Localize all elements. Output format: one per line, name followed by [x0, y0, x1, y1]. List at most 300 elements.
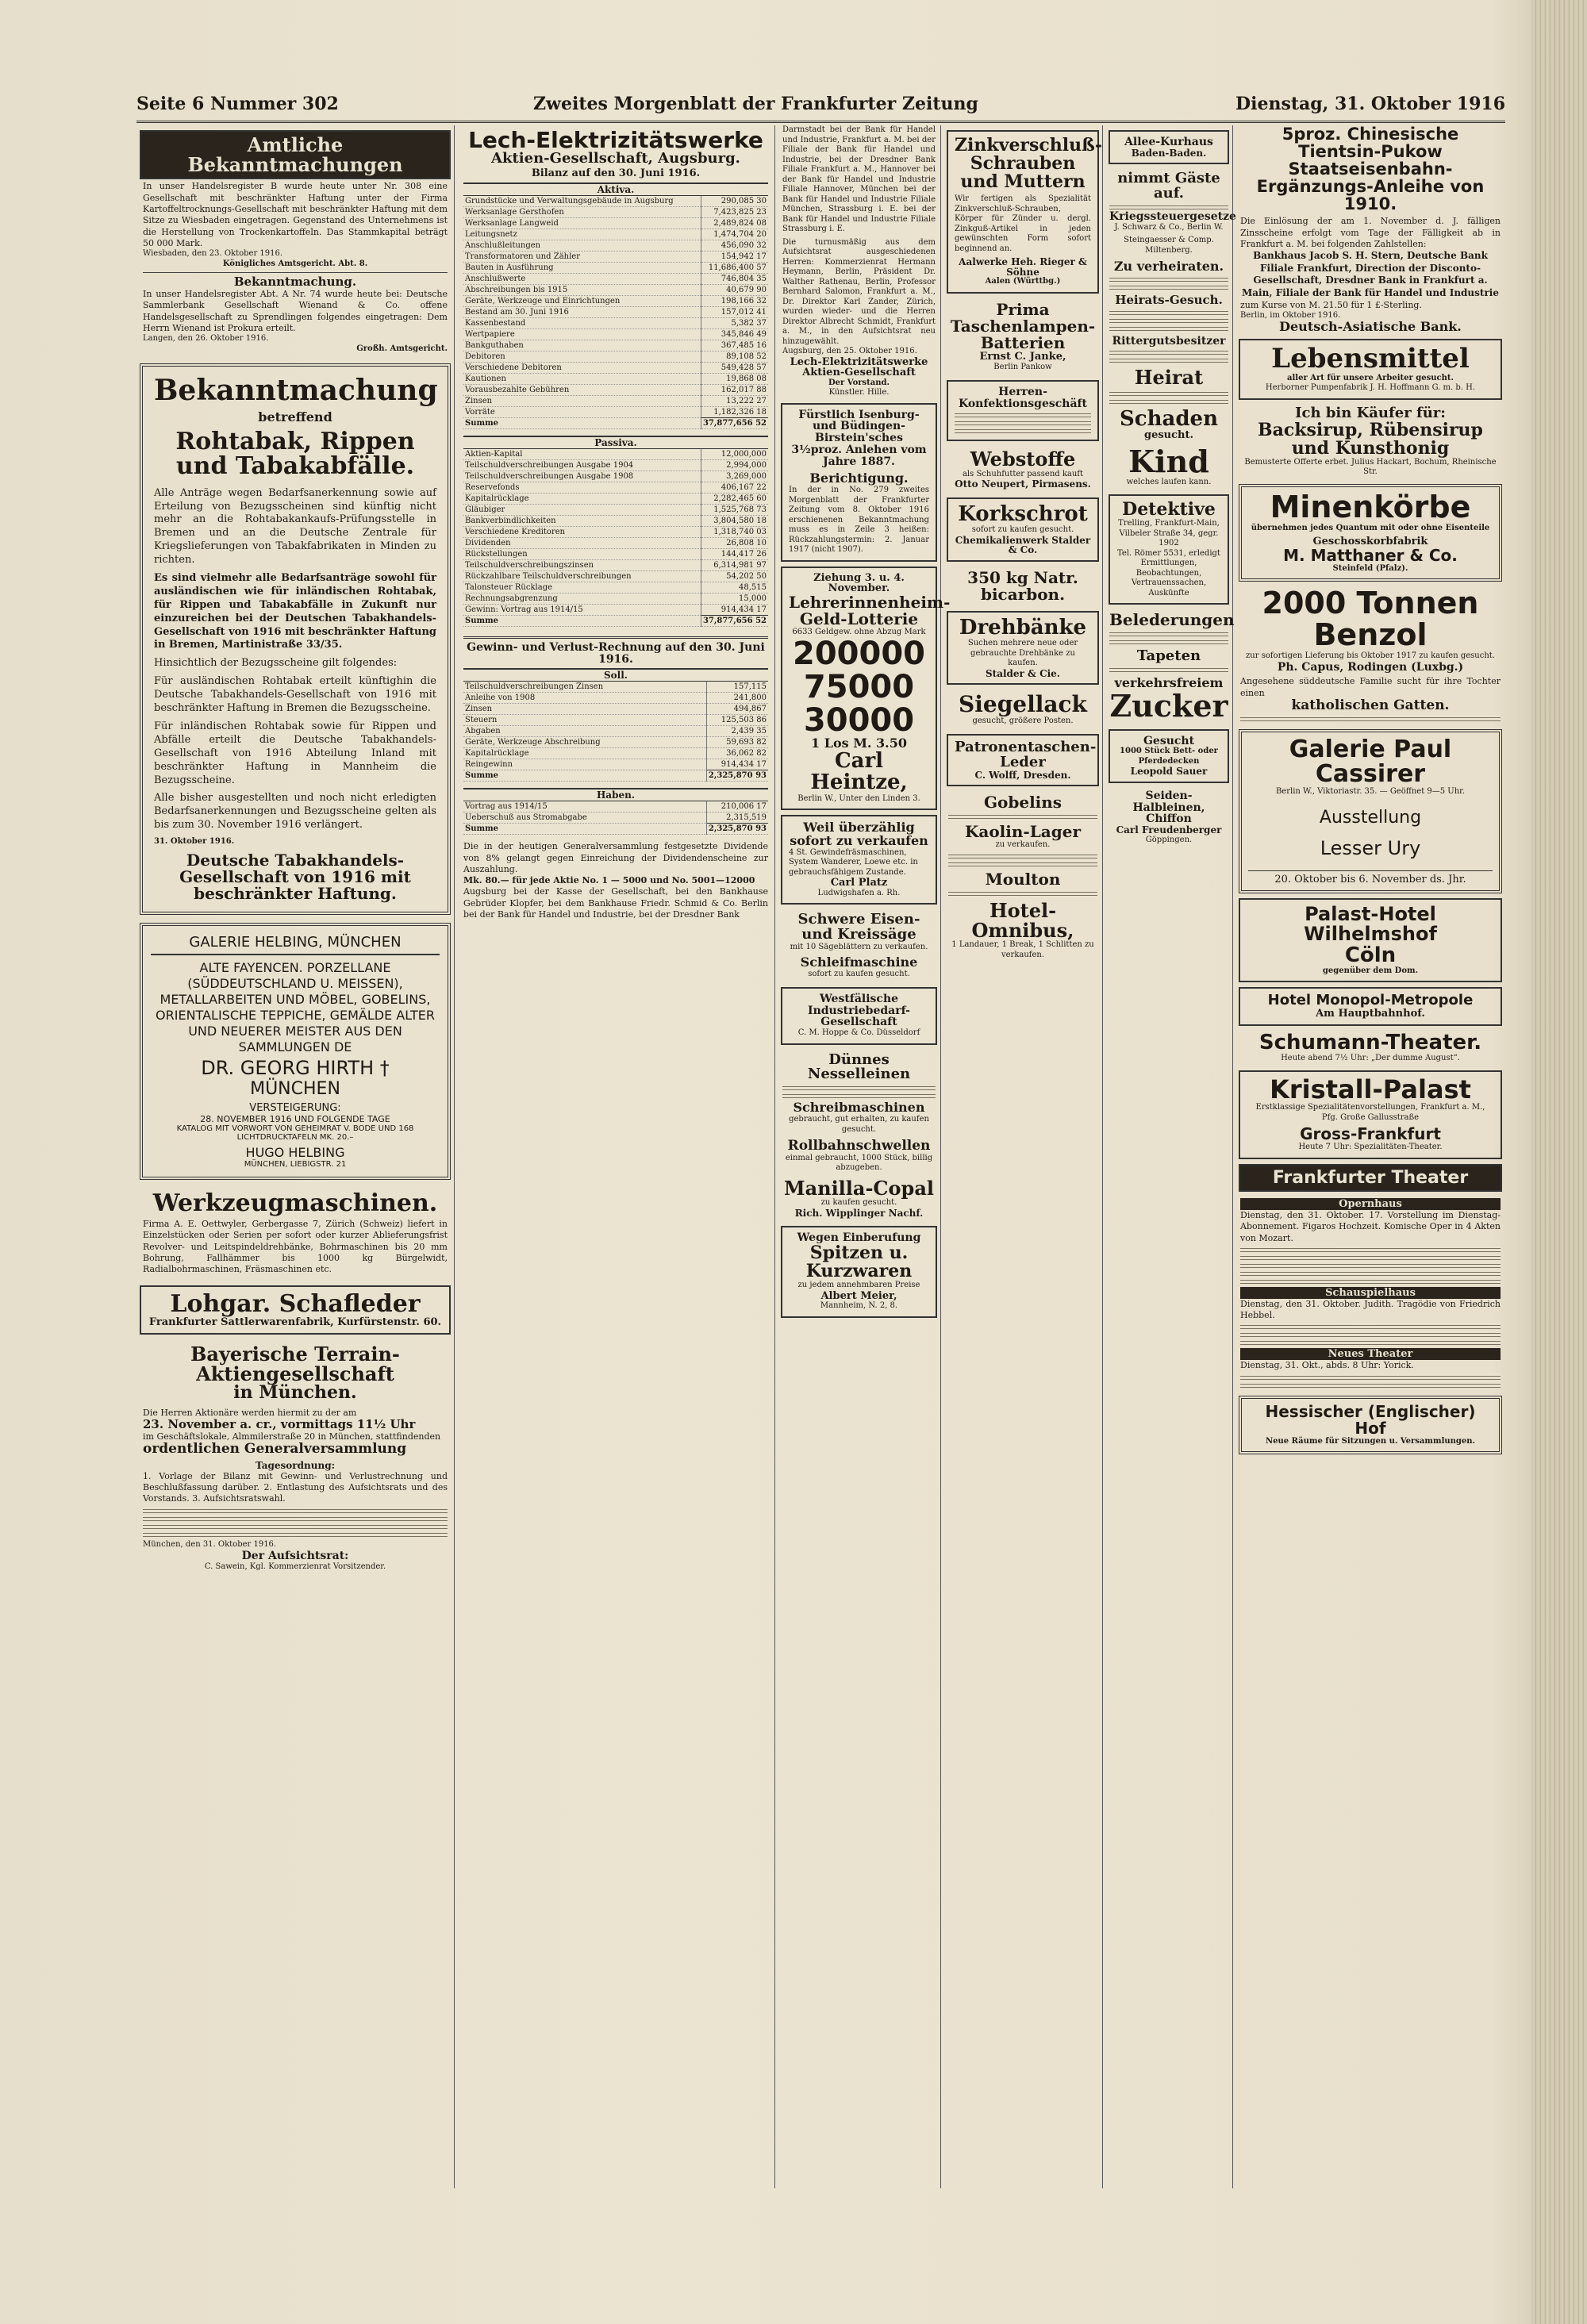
- row-label: Geräte, Werkzeuge Abschreibung: [463, 737, 706, 748]
- patron-firm: C. Wolff, Dresden.: [974, 769, 1071, 781]
- heirat-title: Heirat: [1134, 366, 1204, 390]
- dividend-amount: Mk. 80.— für jede Aktie No. 1 — 5000 und No. 5001—12000: [463, 875, 755, 886]
- tientsin-bank: Deutsch-Asiatische Bank.: [1279, 319, 1462, 335]
- row-label: Zinsen: [463, 704, 706, 715]
- aktiva-table: [463, 196, 768, 429]
- backsirup-ad: [1235, 405, 1505, 479]
- bayer-tag: Tagesordnung:: [255, 1459, 336, 1471]
- birstein-title: Fürstlich Isenburg- und Büdingen-Birstein'sches 3½proz. Anlehen vom Jahre 1887.: [791, 408, 927, 468]
- lottery-date: Ziehung 3. u. 4. November.: [813, 571, 905, 595]
- table-row: [463, 217, 768, 229]
- column-3: [778, 125, 951, 2188]
- manila-text: zu kaufen gesucht.: [820, 1198, 897, 1208]
- lottery-ad: [781, 567, 951, 811]
- row-value: 456,090 32: [701, 240, 768, 251]
- seiden-title: Seiden-Halbleinen, Chiffon: [1132, 789, 1205, 826]
- drehb-title: Drehbänke: [959, 615, 1087, 640]
- nessel-title: Dünnes Nesselleinen: [807, 1051, 911, 1083]
- neues-title: Neues Theater: [1240, 1348, 1501, 1360]
- row-value: 26,808 10: [701, 537, 768, 548]
- row-value: 210,006 17: [706, 801, 768, 812]
- row-value: 290,085 30: [701, 196, 768, 207]
- tabak-sign: Deutsche Tabakhandels-Gesellschaft von 1916 mit beschränkter Haftung.: [179, 850, 411, 903]
- heirat-gesuch-title: Heirats-Gesuch.: [1115, 293, 1223, 308]
- row-value: 15,000: [701, 593, 768, 604]
- row-value: 2,439 35: [706, 726, 768, 737]
- cassirer-dates: 20. Oktober bis 6. November ds. Jhr.: [1248, 870, 1493, 885]
- cassirer-address: Berlin W., Viktoriastr. 35. — Geöffnet 9—5 Uhr.: [1275, 786, 1466, 796]
- lottery-line: 6633 Geldgew. ohne Abzug Mark: [792, 627, 926, 636]
- bayer-date: 23. November a. cr., vormittags 11½ Uhr: [143, 1416, 416, 1431]
- taschen-firm: Ernst C. Janke,: [979, 350, 1066, 363]
- minen-ad: [1239, 484, 1502, 582]
- webst-text: als Schuhfutter passend kauft: [962, 469, 1084, 478]
- table-row: [463, 240, 768, 251]
- detektive-text: Trelling, Frankfurt-Main, Vilbeler Straße 34, gegr. 1902: [1118, 519, 1220, 548]
- row-value: 2,282,465 60: [701, 493, 768, 504]
- row-value: 914,434 17: [701, 604, 768, 615]
- row-label: Summe: [463, 417, 701, 428]
- zink-title: Zinkverschluß-Schrauben und Muttern: [955, 135, 1103, 193]
- row-label: Ueberschuß aus Stromabgabe: [463, 812, 706, 824]
- lech-title: Lech-Elektrizitätswerke: [468, 127, 763, 153]
- table-row: [463, 515, 768, 526]
- row-label: Wertpapiere: [463, 328, 701, 340]
- row-value: 157,115: [706, 682, 768, 693]
- birstein-ad: [781, 403, 937, 562]
- saege-title: Schwere Eisen- und Kreissäge: [797, 911, 920, 943]
- natr-ad: [943, 567, 1102, 606]
- bayer-sign: C. Sawein, Kgl. Kommerzienrat Vorsitzender.: [204, 1562, 386, 1572]
- row-value: 37,877,656 52: [701, 615, 768, 626]
- westf-ad: [781, 987, 937, 1045]
- helbing-dates: 28. NOVEMBER 1916 UND FOLGENDE TAGE: [200, 1113, 390, 1124]
- allee-city: Baden-Baden.: [1131, 147, 1207, 159]
- amtliche-notice: [136, 181, 454, 354]
- schleif-title: Schleifmaschine: [800, 954, 918, 970]
- tabak-p5: Für inländischen Rohtabak sowie für Rippen und Abfälle erteilt die Deutsche Tabakhandels-Gesellschaft von 1916 Abteilung Inland mit beschränkter Haftung in Mannheim die Bezugsscheine.: [154, 720, 436, 786]
- benzol-title: 2000 Tonnen Benzol: [1262, 586, 1479, 653]
- kind-title: Kind: [1128, 443, 1209, 479]
- row-value: 914,434 17: [706, 759, 768, 770]
- amtliche-title: Amtliche Bekanntmachungen: [187, 133, 403, 177]
- guv-title: Gewinn- und Verlust-Rechnung auf den 30. Juni 1916.: [463, 636, 768, 665]
- hessischer-ad: [1239, 1396, 1502, 1455]
- gatten-title: katholischen Gatten.: [1291, 697, 1450, 713]
- back-address: Bemusterte Offerte erbet. Julius Hackart, Bochum, Rheinische Str.: [1244, 457, 1497, 477]
- row-label: Werksanlage Langweid: [463, 217, 701, 229]
- amtliche-court: Königliches Amtsgericht. Abt. 8.: [222, 259, 368, 268]
- row-value: 19,868 08: [701, 373, 768, 384]
- book-edge: [1531, 0, 1587, 2324]
- aktiva-header: Aktiva.: [463, 182, 768, 196]
- weil-ad: [781, 815, 937, 905]
- taschen-city: Berlin Pankow: [993, 362, 1052, 371]
- row-label: Vortrag aus 1914/15: [463, 801, 706, 812]
- schumann-text: Heute abend 7½ Uhr: „Der dumme August“.: [1281, 1054, 1460, 1063]
- kaolin-text: zu verkaufen.: [995, 840, 1051, 850]
- schau-text: Dienstag, den 31. Oktober. Judith. Tragödie von Friedrich Hebbel.: [1240, 1298, 1501, 1321]
- dividend-place: Augsburg bei der Kasse der Gesellschaft, bei den Bankhause Gebrüder Klopfer, bei dem Bankhause Friedr. Schmid & Co. Berlin bei der Bank für Handel und Industrie, bei der Dresdner Bank: [463, 886, 768, 920]
- table-row: [463, 582, 768, 593]
- row-value: 11,686,400 57: [701, 262, 768, 273]
- row-label: Kassenbestand: [463, 317, 701, 328]
- row-label: Gläubiger: [463, 504, 701, 515]
- row-value: 3,804,580 18: [701, 515, 768, 526]
- table-row: [463, 417, 768, 428]
- table-row: [463, 801, 768, 812]
- row-label: Teilschuldverschreibungen Zinsen: [463, 682, 706, 693]
- amtliche-place: Wiesbaden, den 23. Oktober 1916.: [143, 249, 283, 259]
- table-row: [463, 373, 768, 384]
- bayer-gv: ordentlichen Generalversammlung: [143, 1440, 407, 1457]
- row-label: Rechnungsabgrenzung: [463, 593, 701, 604]
- schumann-ad: [1235, 1031, 1505, 1066]
- beleder-title: Belederungen: [1109, 610, 1235, 630]
- lottery-prize2: 75000: [803, 669, 915, 706]
- patron-ad: [947, 734, 1099, 786]
- small-ads-5: [1105, 169, 1236, 490]
- table-row: [463, 748, 768, 759]
- row-value: 406,167 22: [701, 482, 768, 493]
- gesucht-text: 1000 Stück Bett- oder Pferdedecken: [1120, 747, 1218, 766]
- row-value: 2,325,870 93: [706, 770, 768, 782]
- cassirer-exhibition: Ausstellung: [1319, 808, 1422, 828]
- lebens-title: Lebensmittel: [1271, 343, 1470, 375]
- table-row: [463, 284, 768, 295]
- allee-title: Allee-Kurhaus: [1124, 136, 1213, 148]
- lech-cont-firm: Lech-Elektrizitätswerke Aktien-Gesellschaft: [790, 355, 928, 379]
- cassirer-artist: Lesser Ury: [1320, 837, 1421, 860]
- row-value: 1,182,326 18: [701, 406, 768, 417]
- dividend-text: Die in der heutigen Generalversammlung festgesetzte Dividende von 8% gelangt gegen Einreichung der Dividendenscheine zur Auszahlung.: [463, 841, 768, 874]
- werkzeug-text: Firma A. E. Oettwyler, Gerbergasse 7, Zürich (Schweiz) liefert in Einzelstücken oder Serien per sofort oder kurzer Ablieferungsfrist Revolver- und Leitspindeldrehbänke, Bohrmaschinen bis 20 mm Bohrung, Fallhämmer bis 1000 kg Bürgelwidt, Radialbohrmaschinen, Fräsmaschinen etc.: [143, 1219, 448, 1275]
- soll-header: Soll.: [463, 668, 768, 682]
- palast-ad: [1239, 898, 1502, 982]
- table-row: [463, 328, 768, 340]
- table-row: [463, 548, 768, 559]
- table-row: [463, 526, 768, 537]
- benzol-firm: Ph. Capus, Rodingen (Luxbg.): [1277, 660, 1464, 674]
- weil-title: Weil überzählig sofort zu verkaufen: [790, 820, 928, 848]
- row-value: 3,269,000: [701, 471, 768, 482]
- row-value: 2,325,870 93: [706, 824, 768, 835]
- helbing-address: MÜNCHEN, LIEBIGSTR. 21: [244, 1159, 347, 1169]
- column-6: [1235, 125, 1505, 2188]
- tabak-subject: Rohtabak, Rippen und Tabakabfälle.: [175, 427, 415, 481]
- table-row: [463, 726, 768, 737]
- webst-ad: [943, 446, 1102, 492]
- lohgar-title: Lohgar. Schafleder: [170, 1289, 421, 1318]
- verheiraten-title: Zu verheiraten.: [1113, 259, 1224, 275]
- lottery-address: Berlin W., Unter den Linden 3.: [797, 793, 920, 803]
- tabak-date: 31. Oktober 1916.: [154, 837, 235, 847]
- table-row: [463, 737, 768, 748]
- schaden-sub: gesucht.: [1143, 428, 1194, 441]
- bek2-court: Großh. Amtsgericht.: [356, 344, 448, 353]
- lottery-seller: Carl Heintze,: [810, 749, 908, 795]
- tabak-p4: Für ausländischen Rohtabak erteilt künftighin die Deutsche Tabakhandels-Gesellschaft von 1916 mit beschränkter Haftung in Bremen die Bezugsscheine.: [154, 675, 436, 715]
- helbing-title: GALERIE HELBING, MÜNCHEN: [151, 934, 440, 955]
- column-4: [943, 125, 1103, 2188]
- schaden-title: Schaden: [1120, 406, 1218, 431]
- table-row: [463, 593, 768, 604]
- row-label: Teilschuldverschreibungszinsen: [463, 559, 701, 570]
- hess-text: Neue Räume für Sitzungen u. Versammlungen.: [1265, 1436, 1476, 1446]
- table-row: [463, 317, 768, 328]
- detektive-ad: [1109, 494, 1229, 605]
- row-value: 162,017 88: [701, 384, 768, 395]
- row-label: Steuern: [463, 715, 706, 726]
- bayer-notice: [136, 1339, 454, 1577]
- small-ads-4: [943, 791, 1102, 963]
- saege-ad: [778, 909, 940, 982]
- row-label: Debitoren: [463, 351, 701, 362]
- schreib-text: gebraucht, gut erhalten, zu kaufen gesucht.: [789, 1115, 929, 1134]
- wegen-sub: Spitzen u. Kurzwaren: [805, 1242, 913, 1282]
- weil-firm: Carl Platz: [830, 877, 888, 889]
- helbing-ad: [140, 923, 451, 1180]
- zucker-title: Zucker: [1109, 687, 1228, 724]
- benzol-ad: [1235, 586, 1505, 724]
- back-items: Backsirup, Rübensirup und Kunsthonig: [1258, 419, 1483, 459]
- table-row: [463, 615, 768, 626]
- lech-bilanz-title: Bilanz auf den 30. Juni 1916.: [531, 167, 701, 180]
- lech-cont-vorstand: Der Vorstand.: [828, 378, 890, 387]
- roll-text: einmal gebraucht, 1000 Stück, billig abzugeben.: [785, 1153, 933, 1173]
- schau-title: Schauspielhaus: [1240, 1287, 1501, 1299]
- row-label: Anschlußleitungen: [463, 240, 701, 251]
- lohgar-text: Frankfurter Sattlerwarenfabrik, Kurfürstenstr. 60.: [148, 1316, 442, 1329]
- row-label: Vorräte: [463, 406, 701, 417]
- table-row: [463, 759, 768, 770]
- steingaesser: Steingaesser & Comp. Miltenberg.: [1124, 236, 1214, 255]
- drehb-ad: [947, 611, 1099, 685]
- helbing-body: ALTE FAYENCEN. PORZELLANE (SÜDDEUTSCHLAND U. MEISSEN), METALLARBEITEN UND MÖBEL, GOBELINS, ORIENTALISCHE TEPPICHE, GEMÄLDE ALTER UND NEUERER MEISTER AUS DEN SAMMLUNGEN DE: [156, 959, 435, 1054]
- table-row: [463, 715, 768, 726]
- neues-text: Dienstag, 31. Okt., abds. 8 Uhr: Yorick.: [1240, 1360, 1414, 1371]
- palast-sub: gegenüber dem Dom.: [1322, 966, 1419, 975]
- row-value: 494,867: [706, 704, 768, 715]
- omnibus-text: 1 Landauer, 1 Break, 1 Schlitten zu verkaufen.: [951, 940, 1094, 959]
- row-value: 48,515: [701, 582, 768, 593]
- row-label: Anschlußwerte: [463, 273, 701, 284]
- row-label: Rückzahlbare Teilschuldverschreibungen: [463, 570, 701, 582]
- column-2: [457, 125, 775, 2188]
- saege-text: mit 10 Sägeblättern zu verkaufen.: [790, 943, 928, 952]
- amtliche-text: In unser Handelsregister B wurde heute unter Nr. 308 eine Gesellschaft mit beschränkter Haftung unter der Firma Kartoffeltrocknungs-Gesellschaft mit beschränkter Haftung mit dem Sitze zu Wiesbaden eingetragen. Gegenstand des Unternehmens ist die Herstellung von Trockenkartoffeln. Das Stammkapital beträgt 50 000 Mark.: [143, 181, 448, 248]
- herren-ad: [947, 380, 1099, 441]
- kork-title: Korkschrot: [958, 501, 1088, 526]
- tientsin-place: Berlin, im Oktober 1916.: [1240, 310, 1341, 320]
- birstein-text: In der in No. 279 zweites Morgenblatt der Frankfurter Zeitung vom 8. Oktober 1916 erschienenen Bekanntmachung muss es in Zeile 3 heißen: Rückzahlungstermin: 2. Januar 1917 (nicht 1907).: [789, 486, 929, 555]
- row-label: Rückstellungen: [463, 548, 701, 559]
- table-row: [463, 295, 768, 306]
- haben-header: Haben.: [463, 788, 768, 801]
- table-row: [463, 812, 768, 824]
- row-value: 54,202 50: [701, 570, 768, 582]
- schleif-text: sofort zu kaufen gesucht.: [808, 969, 910, 978]
- row-value: 157,012 41: [701, 306, 768, 317]
- kristall-ad: [1239, 1070, 1502, 1159]
- minen-firm2: M. Matthaner & Co.: [1283, 545, 1458, 565]
- back-title: Ich bin Käufer für:: [1295, 404, 1446, 421]
- row-label: Talonsteuer Rücklage: [463, 582, 701, 593]
- tapeten-title: Tapeten: [1136, 647, 1201, 665]
- lech-bilanz: [457, 125, 774, 924]
- roll-title: Rollbahnschwellen: [787, 1138, 931, 1154]
- tientsin-banks: Bankhaus Jacob S. H. Stern, Deutsche Bank Filiale Frankfurt, Direction der Disconto-Gesellschaft, Dresdner Bank in Frankfurt a. Main, Filiale der Bank für Handel und Industrie: [1242, 250, 1499, 298]
- table-row: [463, 395, 768, 406]
- small-ads-3: [778, 1050, 940, 1222]
- table-row: [463, 770, 768, 782]
- row-value: 746,804 35: [701, 273, 768, 284]
- seiden-city: Göppingen.: [1145, 835, 1193, 844]
- row-value: 40,679 90: [701, 284, 768, 295]
- aalen-firm: Aalwerke Heh. Rieger & Söhne: [959, 256, 1087, 278]
- oper-text: Dienstag, den 31. Oktober. 17. Vorstellung im Dienstag-Abonnement. Figaros Hochzeit. Komische Oper in 4 Akten von Mozart.: [1240, 1209, 1501, 1243]
- row-value: 13,222 27: [701, 395, 768, 406]
- kind-text: welches laufen kann.: [1126, 477, 1212, 486]
- row-value: 154,942 17: [701, 251, 768, 262]
- tabak-notice: [140, 363, 451, 914]
- row-value: 241,800: [706, 693, 768, 704]
- lech-cont-text: Darmstadt bei der Bank für Handel und Industrie, Frankfurt a. M. bei der Filiale der Bank für Handel und Industrie, bei der Dresdner Bank Filiale Frankfurt a. M., Hannover bei der Bank für Handel und Industrie Filiale Hannover, München bei der Bank für Handel und Industrie Filiale München, Strassburg i. E. bei der Bank für Handel und Industrie Filiale Strassburg i. E.: [782, 125, 936, 233]
- manila-title: Manilla-Copal: [784, 1176, 934, 1200]
- drehb-text: Suchen mehrere neue oder gebrauchte Drehbänke zu kaufen.: [967, 639, 1078, 668]
- bayer-title: Bayerische Terrain-Aktiengesellschaft: [190, 1343, 400, 1386]
- row-value: 37,877,656 52: [701, 417, 768, 428]
- westf-title: Westfälische Industriebedarf-Gesellschaft: [808, 993, 910, 1029]
- detektive-tel: Tel. Römer 5531, erledigt Ermittlungen, Beobachtungen, Vertrauenssachen, Auskünfte: [1117, 548, 1220, 597]
- minen-city: Steinfeld (Pfalz).: [1332, 563, 1408, 573]
- ft-title: Frankfurter Theater: [1272, 1167, 1469, 1188]
- helbing-firm: HUGO HELBING: [245, 1144, 345, 1160]
- lech-cont-names: Künstler. Hille.: [828, 388, 890, 398]
- kriegs-title: Kriegssteuergesetze: [1109, 210, 1236, 224]
- lech-sub: Aktien-Gesellschaft, Augsburg.: [491, 150, 740, 167]
- palast-title: Palast-Hotel Wilhelmshof: [1304, 903, 1437, 946]
- column-1: [136, 125, 455, 2188]
- lottery-name: Lehrerinnenheim-Geld-Lotterie: [789, 592, 951, 628]
- row-label: Zinsen: [463, 395, 701, 406]
- lebens-firm: Herborner Pumpenfabrik J. H. Hoffmann G. m. b. H.: [1265, 383, 1476, 393]
- minen-title: Minenkörbe: [1270, 489, 1471, 524]
- gross-title: Gross-Frankfurt: [1300, 1124, 1441, 1144]
- seiden-ad: [1105, 788, 1232, 847]
- row-value: 5,382 37: [701, 317, 768, 328]
- table-row: [463, 537, 768, 548]
- ft-header: [1239, 1164, 1502, 1192]
- wegen-city: Mannheim, N. 2, 8.: [820, 1301, 898, 1311]
- lottery-prize3: 30000: [803, 702, 915, 739]
- ritter-title: Rittergutsbesitzer: [1112, 334, 1226, 348]
- row-label: Bauten in Ausführung: [463, 262, 701, 273]
- tabak-p2: Es sind vielmehr alle Bedarfsanträge sowohl für ausländischen wie für inländischen Rohtabak, für Rippen und Tabakabfälle in Zukunft nur einzureichen bei der Deutschen Tabakhandels-Gesellschaft von 1916 mit beschränkter Haftung in Bremen, Martinistraße 33/35.: [154, 572, 436, 651]
- table-row: [463, 206, 768, 217]
- row-label: Leitungsnetz: [463, 229, 701, 240]
- lebens-text: aller Art für unsere Arbeiter gesucht.: [1287, 373, 1454, 382]
- ft-program: [1235, 1197, 1505, 1391]
- haben-table: [463, 801, 768, 835]
- page-number: Seite 6 Nummer 302: [136, 94, 339, 114]
- table-row: [463, 570, 768, 582]
- row-label: Abgaben: [463, 726, 706, 737]
- siegel-ad: [943, 690, 1102, 729]
- table-row: [463, 504, 768, 515]
- tientsin-title: 5proz. Chinesische Tientsin-Pukow Staatseisenbahn-Ergänzungs-Anleihe von 1910.: [1256, 125, 1485, 214]
- aalen-city: Aalen (Württbg.): [985, 277, 1061, 286]
- westf-text: C. M. Hoppe & Co. Düsseldorf: [797, 1028, 920, 1038]
- small-ads-5b: [1105, 609, 1235, 724]
- patron-title: Patronentaschen-Leder: [955, 739, 1097, 770]
- kristall-text: Erstklassige Spezialitätenvorstellungen, Frankfurt a. M., Pfg. Große Gallusstraße: [1255, 1103, 1485, 1122]
- minen-text: übernehmen jedes Quantum mit oder ohne Eisenteile: [1251, 523, 1490, 532]
- benzol-text: zur sofortigen Lieferung bis Oktober 1917 zu kaufen gesucht.: [1246, 651, 1495, 661]
- tientsin-text: Die Einlösung der am 1. November d. J. fälligen Zinsscheine erfolgt vom Tage der Fälligkeit ab in Frankfurt a. M. bei folgenden Zahlstellen:: [1240, 216, 1501, 249]
- wegen-ad: [781, 1226, 937, 1318]
- row-value: 2,489,824 08: [701, 217, 768, 229]
- row-label: Dividenden: [463, 537, 701, 548]
- helbing-auction: VERSTEIGERUNG:: [249, 1101, 341, 1114]
- row-label: Teilschuldverschreibungen Ausgabe 1904: [463, 459, 701, 471]
- row-label: Reingewinn: [463, 759, 706, 770]
- bek2-title: Bekanntmachung.: [233, 275, 357, 290]
- cassirer-ad: [1239, 729, 1502, 894]
- row-label: Summe: [463, 770, 706, 782]
- row-label: Bankverbindlichkeiten: [463, 515, 701, 526]
- row-label: Reservefonds: [463, 482, 701, 493]
- helbing-city: MÜNCHEN: [250, 1078, 340, 1099]
- row-label: Aktien-Kapital: [463, 449, 701, 460]
- table-row: [463, 273, 768, 284]
- minen-firm1: Geschosskorbfabrik: [1312, 536, 1428, 548]
- webst-firm: Otto Neupert, Pirmasens.: [955, 478, 1091, 490]
- tabak-p6: Alle bisher ausgestellten und noch nicht erledigten Bedarfsanerkennungen und Bezugsscheine gelten als bis zum 30. November 1916 verlängert.: [154, 792, 436, 832]
- lech-cont-date: Augsburg, den 25. Oktober 1916.: [782, 347, 917, 355]
- table-row: [463, 824, 768, 835]
- newspaper-title: Zweites Morgenblatt der Frankfurter Zeitung: [533, 94, 978, 114]
- pension-title: nimmt Gäste auf.: [1117, 170, 1220, 202]
- cassirer-title: Galerie Paul Cassirer: [1289, 735, 1452, 789]
- table-row: [463, 229, 768, 240]
- table-row: [463, 693, 768, 704]
- soll-table: [463, 682, 768, 782]
- table-row: [463, 306, 768, 317]
- table-row: [463, 362, 768, 373]
- row-value: 2,315,519: [706, 812, 768, 824]
- row-value: 1,318,740 03: [701, 526, 768, 537]
- row-label: Vorausbezahlte Gebühren: [463, 384, 701, 395]
- verkehrs-title: verkehrsfreiem: [1114, 674, 1224, 690]
- row-label: Bankguthaben: [463, 340, 701, 351]
- gobelins-title: Gobelins: [983, 793, 1062, 812]
- siegel-text: gesucht, größere Posten.: [972, 716, 1074, 725]
- tabak-p3: Hinsichtlich der Bezugsscheine gilt folgendes:: [154, 657, 398, 670]
- zink-ad: [947, 130, 1103, 294]
- taschen-title: Prima Taschenlampen-Batterien: [950, 299, 1096, 352]
- bek2-place: Langen, den 26. Oktober 1916.: [143, 334, 269, 344]
- bek2-text: In unser Handelsregister Abt. A Nr. 74 wurde heute bei: Deutsche Sammlerbank Gesellschaft Wienand & Co. offene Handelsgesellschaft zu Sprendlingen folgendes eingetragen: Dem Herrn Wienand ist Prokura erteilt.: [143, 288, 448, 333]
- table-row: [463, 704, 768, 715]
- bayer-text2: im Geschäftslokale, Almmilerstraße 20 in München, stattfindenden: [143, 1431, 441, 1442]
- lech-cont: [778, 125, 940, 398]
- wegen-firm: Albert Meier,: [820, 1289, 897, 1302]
- row-value: 1,525,768 73: [701, 504, 768, 515]
- row-value: 36,062 82: [706, 748, 768, 759]
- row-value: 6,314,981 97: [701, 559, 768, 570]
- lohgar-ad: [140, 1285, 451, 1335]
